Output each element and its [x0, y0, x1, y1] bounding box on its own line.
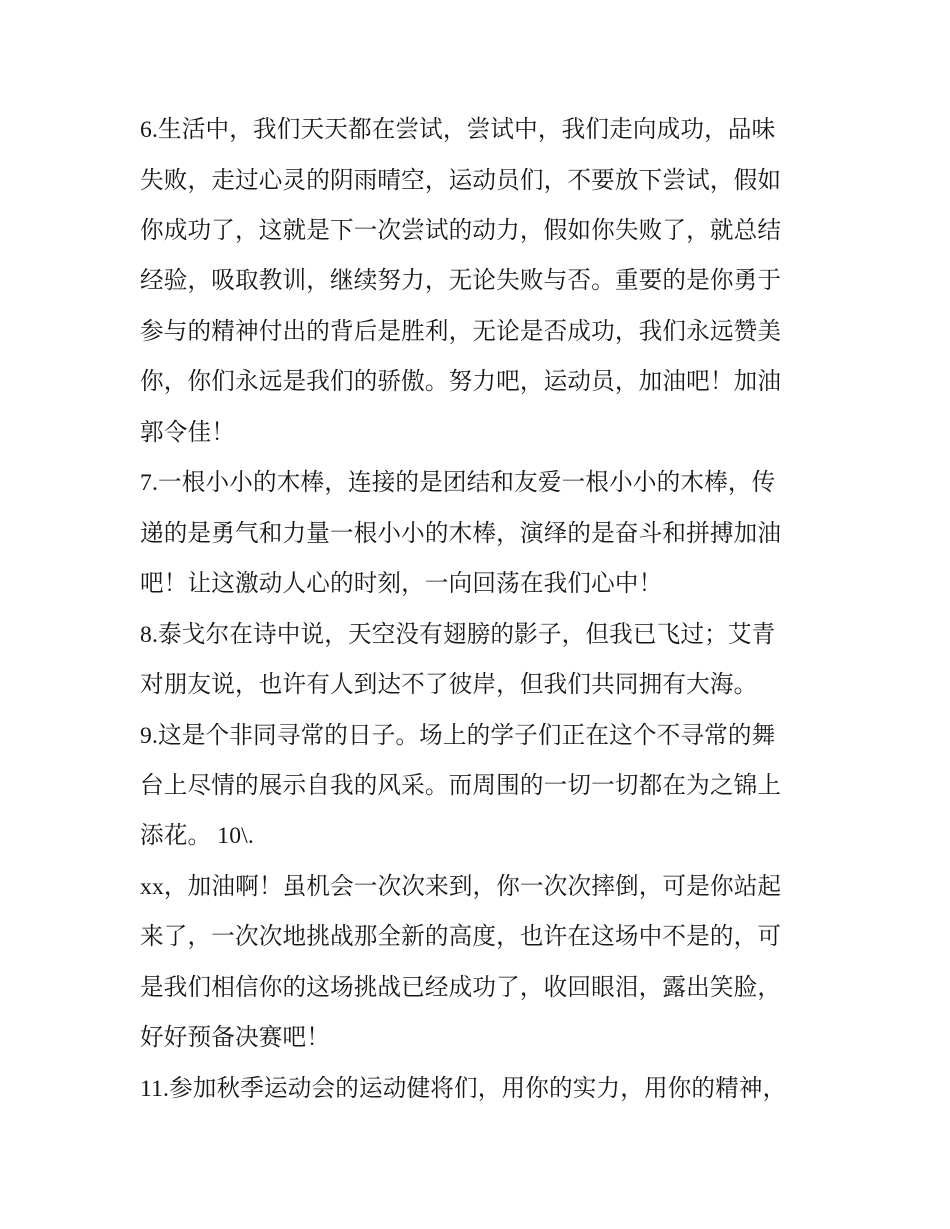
text-line: 失败，走过心灵的阴雨晴空，运动员们，不要放下尝试，假如: [140, 168, 782, 194]
text-line: 经验，吸取教训，继续努力，无论失败与否。重要的是你勇于: [140, 268, 782, 294]
text-line: 参与的精神付出的背后是胜利，无论是否成功，我们永远赞美: [140, 319, 782, 345]
text-line: 8.泰戈尔在诗中说，天空没有翅膀的影子，但我已飞过；艾青: [140, 622, 776, 648]
text-line: 好好预备决赛吧！: [140, 1025, 330, 1051]
text-line: 对朋友说，也许有人到达不了彼岸，但我们共同拥有大海。: [140, 672, 758, 698]
text-line: 递的是勇气和力量一根小小的木棒，演绎的是奋斗和拼搏加油: [140, 521, 782, 547]
text-line: 9.这是个非同寻常的日子。场上的学子们正在这个不寻常的舞: [140, 723, 776, 749]
text-line: 来了，一次次地挑战那全新的高度，也许在这场中不是的，可: [140, 924, 782, 950]
text-line: 你成功了，这就是下一次尝试的动力，假如你失败了，就总结: [140, 218, 782, 244]
text-line: 你，你们永远是我们的骄傲。努力吧，运动员，加油吧！加油: [140, 369, 782, 395]
text-line: 11.参加秋季运动会的运动健将们，用你的实力，用你的精神，: [140, 1076, 787, 1102]
text-line: 吧！让这激动人心的时刻，一向回荡在我们心中！: [140, 571, 663, 597]
text-line: 添花。 10\.: [140, 823, 254, 849]
text-line: 6.生活中，我们天天都在尝试，尝试中，我们走向成功，品味: [140, 117, 776, 143]
text-line: 7.一根小小的木棒，连接的是团结和友爱一根小小的木棒，传: [140, 470, 776, 496]
text-line: xx，加油啊！虽机会一次次来到，你一次次摔倒，可是你站起: [140, 874, 782, 900]
text-line: 台上尽情的展示自我的风采。而周围的一切一切都在为之锦上: [140, 773, 782, 799]
text-line: 郭令佳！: [140, 420, 235, 446]
text-line: 是我们相信你的这场挑战已经成功了，收回眼泪，露出笑脸，: [140, 975, 782, 1001]
